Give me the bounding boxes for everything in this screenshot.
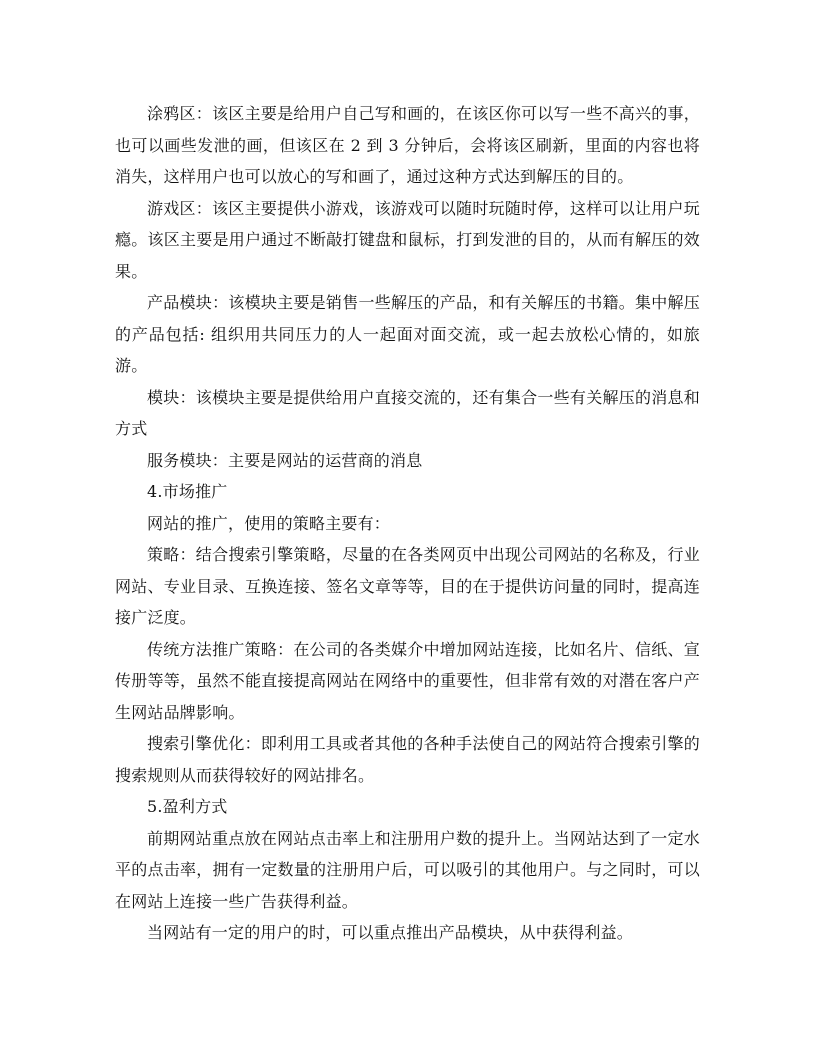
paragraph-service-module: 服务模块：主要是网站的运营商的消息: [147, 450, 423, 470]
paragraph-game-area: 游戏区：该区主要提供小游戏，该游戏可以随时玩随时停，这样可以让用户玩瘾。该区主要是用户通过不断敲打键盘和鼠标，打到发泄的目的，从而有解压的效果。: [115, 198, 700, 281]
paragraph-traditional-strategy: 传统方法推广策略：在公司的各类媒介中增加网站连接，比如名片、信纸、宣传册等等，虽然不能直接提高网站在网络中的重要性，但非常有效的对潜在客户产生网站品牌影响。: [115, 639, 700, 722]
paragraph-early-stage-profit: 前期网站重点放在网站点击率上和注册用户数的提升上。当网站达到了一定水平的点击率，拥有一定数量的注册用户后，可以吸引的其他用户。与之同时，可以在网站上连接一些广告获得利益。: [115, 828, 700, 911]
section-heading-market-promotion: 4.市场推广: [147, 482, 228, 501]
document-page: [115, 98, 700, 949]
paragraph-promotion-intro: 网站的推广，使用的策略主要有：: [147, 513, 391, 533]
paragraph-strategy: 策略：结合搜索引擎策略，尽量的在各类网页中出现公司网站的名称及，行业网站、专业目录、互换连接、签名文章等等，目的在于提供访问量的同时，提高连接广泛度。: [115, 545, 700, 627]
paragraph-graffiti-area: 涂鸦区：该区主要是给用户自己写和画的，在该区你可以写一些不高兴的事，也可以画些发泄的画，但该区在 2 到 3 分钟后，会将该区刷新，里面的内容也将消失，这样用户也可以放心的写和画了，通过这种方式达到解压的目的。: [115, 104, 700, 186]
paragraph-seo: 搜索引擎优化：即利用工具或者其他的各种手法使自己的网站符合搜索引擎的搜索规则从而获得较好的网站排名。: [115, 734, 700, 785]
paragraph-product-launch: 当网站有一定的用户的时，可以重点推出产品模块，从中获得利益。: [147, 923, 634, 942]
section-heading-profit-model: 5.盈利方式: [147, 797, 228, 816]
paragraph-module: 模块：该模块主要是提供给用户直接交流的，还有集合一些有关解压的消息和方式: [115, 387, 700, 438]
paragraph-product-module: 产品模块：该模块主要是销售一些解压的产品，和有关解压的书籍。集中解压的产品包括: 组织用共同压力的人一起面对面交流，或一起去放松心情的，如旅游。: [115, 293, 700, 375]
